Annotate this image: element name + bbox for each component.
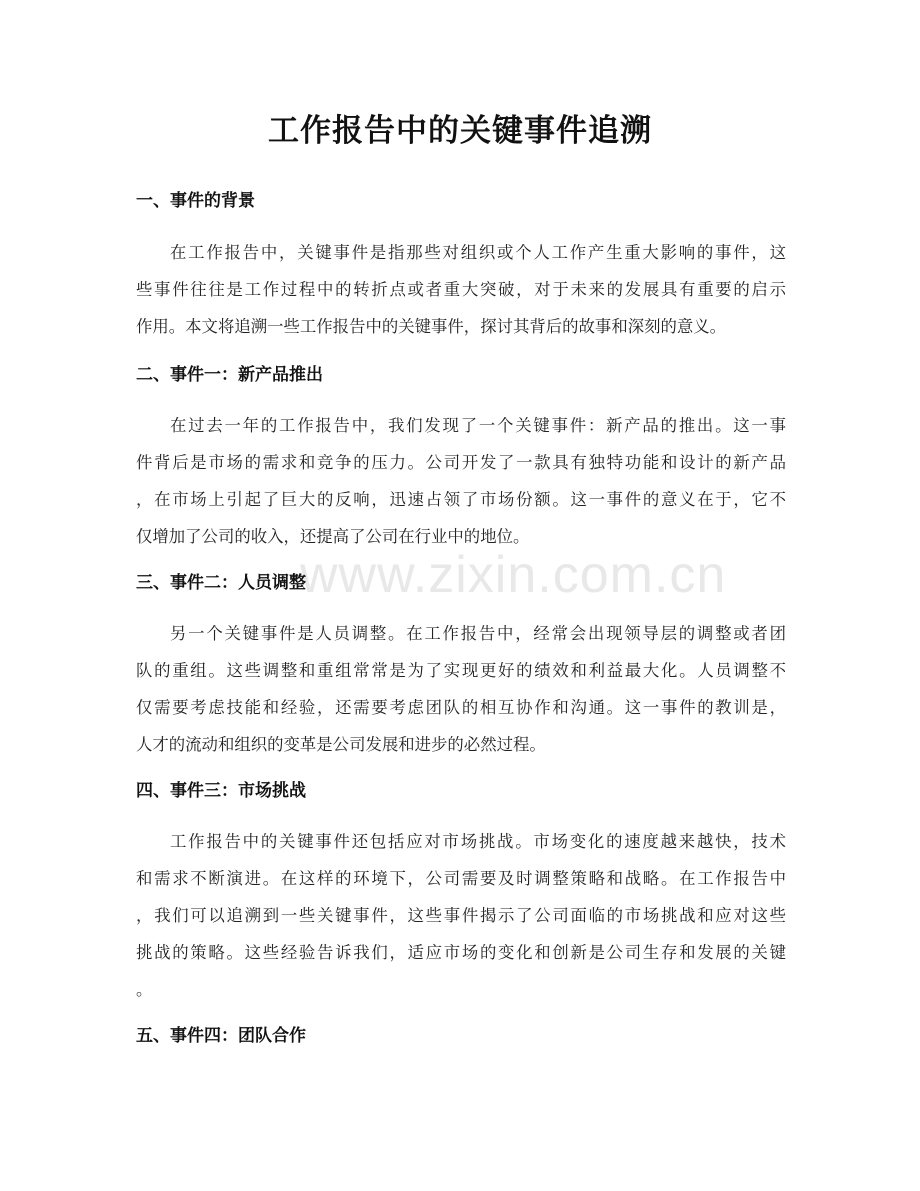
paragraph-line: ，在市场上引起了巨大的反响，迅速占领了市场份额。这一事件的意义在于，它不 (136, 490, 786, 509)
paragraph-line: 在过去一年的工作报告中，我们发现了一个关键事件：新产品的推出。这一事 (170, 416, 786, 435)
section-paragraph-3 (136, 615, 786, 763)
paragraph-line: 在工作报告中，关键事件是指那些对组织或个人工作产生重大影响的事件，这 (170, 243, 786, 262)
paragraph-line: 挑战的策略。这些经验告诉我们，适应市场的变化和创新是公司生存和发展的关键 (136, 943, 786, 962)
paragraph-line: 。 (136, 980, 153, 999)
document-title: 工作报告中的关键事件追溯 (268, 113, 652, 149)
section-paragraph-2 (136, 407, 786, 555)
section-paragraph-4 (136, 823, 786, 1008)
paragraph-line: 工作报告中的关键事件还包括应对市场挑战。市场变化的速度越来越快，技术 (170, 832, 786, 851)
section-heading-1: 一、事件的背景 (136, 191, 255, 211)
paragraph-line: 作用。本文将追溯一些工作报告中的关键事件，探讨其背后的故事和深刻的意义。 (136, 317, 727, 336)
paragraph-line: 些事件往往是工作过程中的转折点或者重大突破，对于未来的发展具有重要的启示 (136, 280, 786, 299)
paragraph-line: 仅增加了公司的收入，还提高了公司在行业中的地位。 (136, 527, 530, 546)
paragraph-line: 人才的流动和组织的变革是公司发展和进步的必然过程。 (136, 735, 546, 754)
section-paragraph-1 (136, 234, 786, 345)
paragraph-line: 和需求不断演进。在这样的环境下，公司需要及时调整策略和战略。在工作报告中 (136, 869, 786, 888)
watermark: www.zixin.com.cn (300, 546, 727, 604)
paragraph-line: ，我们可以追溯到一些关键事件，这些事件揭示了公司面临的市场挑战和应对这些 (136, 906, 786, 925)
section-heading-2: 二、事件一：新产品推出 (136, 365, 323, 385)
paragraph-line: 仅需要考虑技能和经验，还需要考虑团队的相互协作和沟通。这一事件的教训是， (136, 698, 786, 717)
paragraph-line: 队的重组。这些调整和重组常常是为了实现更好的绩效和利益最大化。人员调整不 (136, 661, 786, 680)
paragraph-line: 件背后是市场的需求和竞争的压力。公司开发了一款具有独特功能和设计的新产品 (136, 453, 786, 472)
section-heading-3: 三、事件二：人员调整 (136, 573, 306, 593)
section-heading-4: 四、事件三：市场挑战 (136, 781, 306, 801)
paragraph-line: 另一个关键事件是人员调整。在工作报告中，经常会出现领导层的调整或者团 (170, 624, 786, 643)
section-heading-5: 五、事件四：团队合作 (136, 1026, 306, 1046)
